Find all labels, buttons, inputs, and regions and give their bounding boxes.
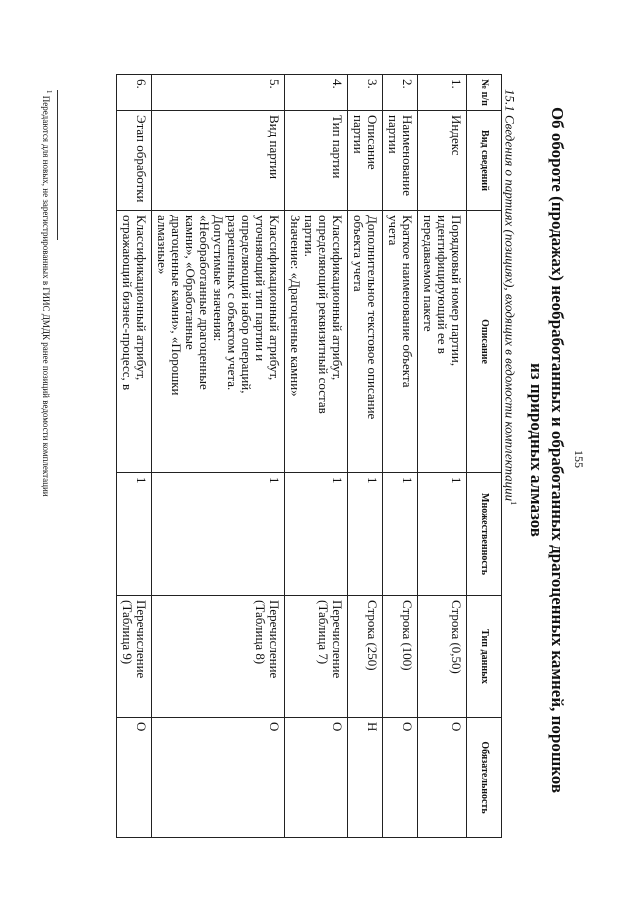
- description-line: уточняющий тип партии и: [253, 215, 268, 362]
- description-line: алмазные»: [155, 215, 170, 275]
- description-line: объекта учета: [351, 215, 366, 292]
- row-number: 2.: [383, 75, 418, 111]
- row-kind: Этап обработки: [117, 111, 152, 211]
- description-line: Значение: «Драгоценные камни»: [288, 215, 303, 397]
- description-line: Порядковый номер партии,: [449, 215, 464, 367]
- page-number: 155: [572, 450, 586, 468]
- table-row: [383, 75, 418, 838]
- row-type: Перечисление (Таблица 8): [152, 596, 285, 718]
- row-kind: Индекс: [418, 111, 467, 211]
- row-number: 3.: [348, 75, 383, 111]
- description-line: партии.: [302, 215, 317, 257]
- row-multiplicity: 1: [383, 473, 418, 596]
- caption-text: 15.1 Сведения о партиях (позициях), входящих в ведомости комплектации: [502, 89, 518, 502]
- row-kind: Описание партии: [348, 111, 383, 211]
- header-kind: Вид сведений: [467, 111, 502, 211]
- row-multiplicity: 1: [117, 473, 152, 596]
- description-line: разрешенных с объектом учета.: [225, 215, 240, 391]
- row-description: [285, 211, 348, 473]
- row-number: 1.: [418, 75, 467, 111]
- row-kind: Вид партии: [152, 111, 285, 211]
- table-body: [117, 75, 467, 838]
- header-type: Тип данных: [467, 596, 502, 718]
- row-type: Строка (100): [383, 596, 418, 718]
- description-line: учета: [386, 215, 401, 246]
- table-row: [418, 75, 467, 838]
- row-description: [383, 211, 418, 473]
- description-line: камни», «Обработанные: [183, 215, 198, 350]
- data-table: [116, 74, 502, 838]
- row-description: [348, 211, 383, 473]
- table-header-row: [467, 75, 502, 838]
- header-multiplicity: Множественность: [467, 473, 502, 596]
- description-line: определяющий реквизитный состав: [316, 215, 331, 414]
- row-description: [152, 211, 285, 473]
- description-line: Дополнительное текстовое описание: [365, 215, 380, 420]
- description-line: передаваемом пакете: [421, 215, 436, 332]
- description-line: Классификационный атрибут,: [134, 215, 149, 381]
- row-type: Строка (250): [348, 596, 383, 718]
- description-line: Классификационный атрибут,: [330, 215, 345, 381]
- row-kind: Тип партии: [285, 111, 348, 211]
- row-required: О: [152, 718, 285, 838]
- row-kind: Наименование партии: [383, 111, 418, 211]
- row-number: 5.: [152, 75, 285, 111]
- row-required: О: [117, 718, 152, 838]
- header-description: Описание: [467, 211, 502, 473]
- row-type: Перечисление (Таблица 7): [285, 596, 348, 718]
- row-multiplicity: 1: [418, 473, 467, 596]
- document-title: Об обороте (продажах) необработанных и обработанных драгоценных камней, порошков из природных алмазов: [527, 106, 567, 794]
- header-num: № п/п: [467, 75, 502, 111]
- description-line: определяющий набор операций,: [239, 215, 254, 394]
- description-line: «Необработанные драгоценные: [197, 215, 212, 390]
- row-multiplicity: 1: [285, 473, 348, 596]
- description-line: Классификационный атрибут,: [267, 215, 282, 381]
- table-caption: [502, 89, 518, 505]
- description-line: Краткое наименование объекта: [400, 215, 415, 388]
- row-number: 4.: [285, 75, 348, 111]
- footnote-divider: [57, 90, 58, 240]
- description-line: идентифицирующий ее в: [435, 215, 450, 354]
- table-row: [348, 75, 383, 838]
- row-required: О: [418, 718, 467, 838]
- footnote: [41, 90, 53, 497]
- row-description: [418, 211, 467, 473]
- description-line: отражающий бизнес-процесс, в: [120, 215, 135, 391]
- row-type: Строка (0,50): [418, 596, 467, 718]
- caption-footnote-mark: 1: [509, 501, 518, 506]
- row-required: О: [383, 718, 418, 838]
- table-row: [117, 75, 152, 838]
- table-row: [285, 75, 348, 838]
- footnote-text: Передаются для новых, не зарегистрированных в ГИИС ДМДК ранее позиций ведомости комплектации: [41, 95, 51, 497]
- table-row: [152, 75, 285, 838]
- footnote-mark: 1: [45, 90, 53, 94]
- row-multiplicity: 1: [348, 473, 383, 596]
- row-required: О: [285, 718, 348, 838]
- header-required: Обязательность: [467, 718, 502, 838]
- row-description: [117, 211, 152, 473]
- row-multiplicity: 1: [152, 473, 285, 596]
- row-number: 6.: [117, 75, 152, 111]
- description-line: Допустимые значения:: [211, 215, 226, 342]
- description-line: драгоценные камни», «Порошки: [169, 215, 184, 396]
- row-required: Н: [348, 718, 383, 838]
- row-type: Перечисление (Таблица 9): [117, 596, 152, 718]
